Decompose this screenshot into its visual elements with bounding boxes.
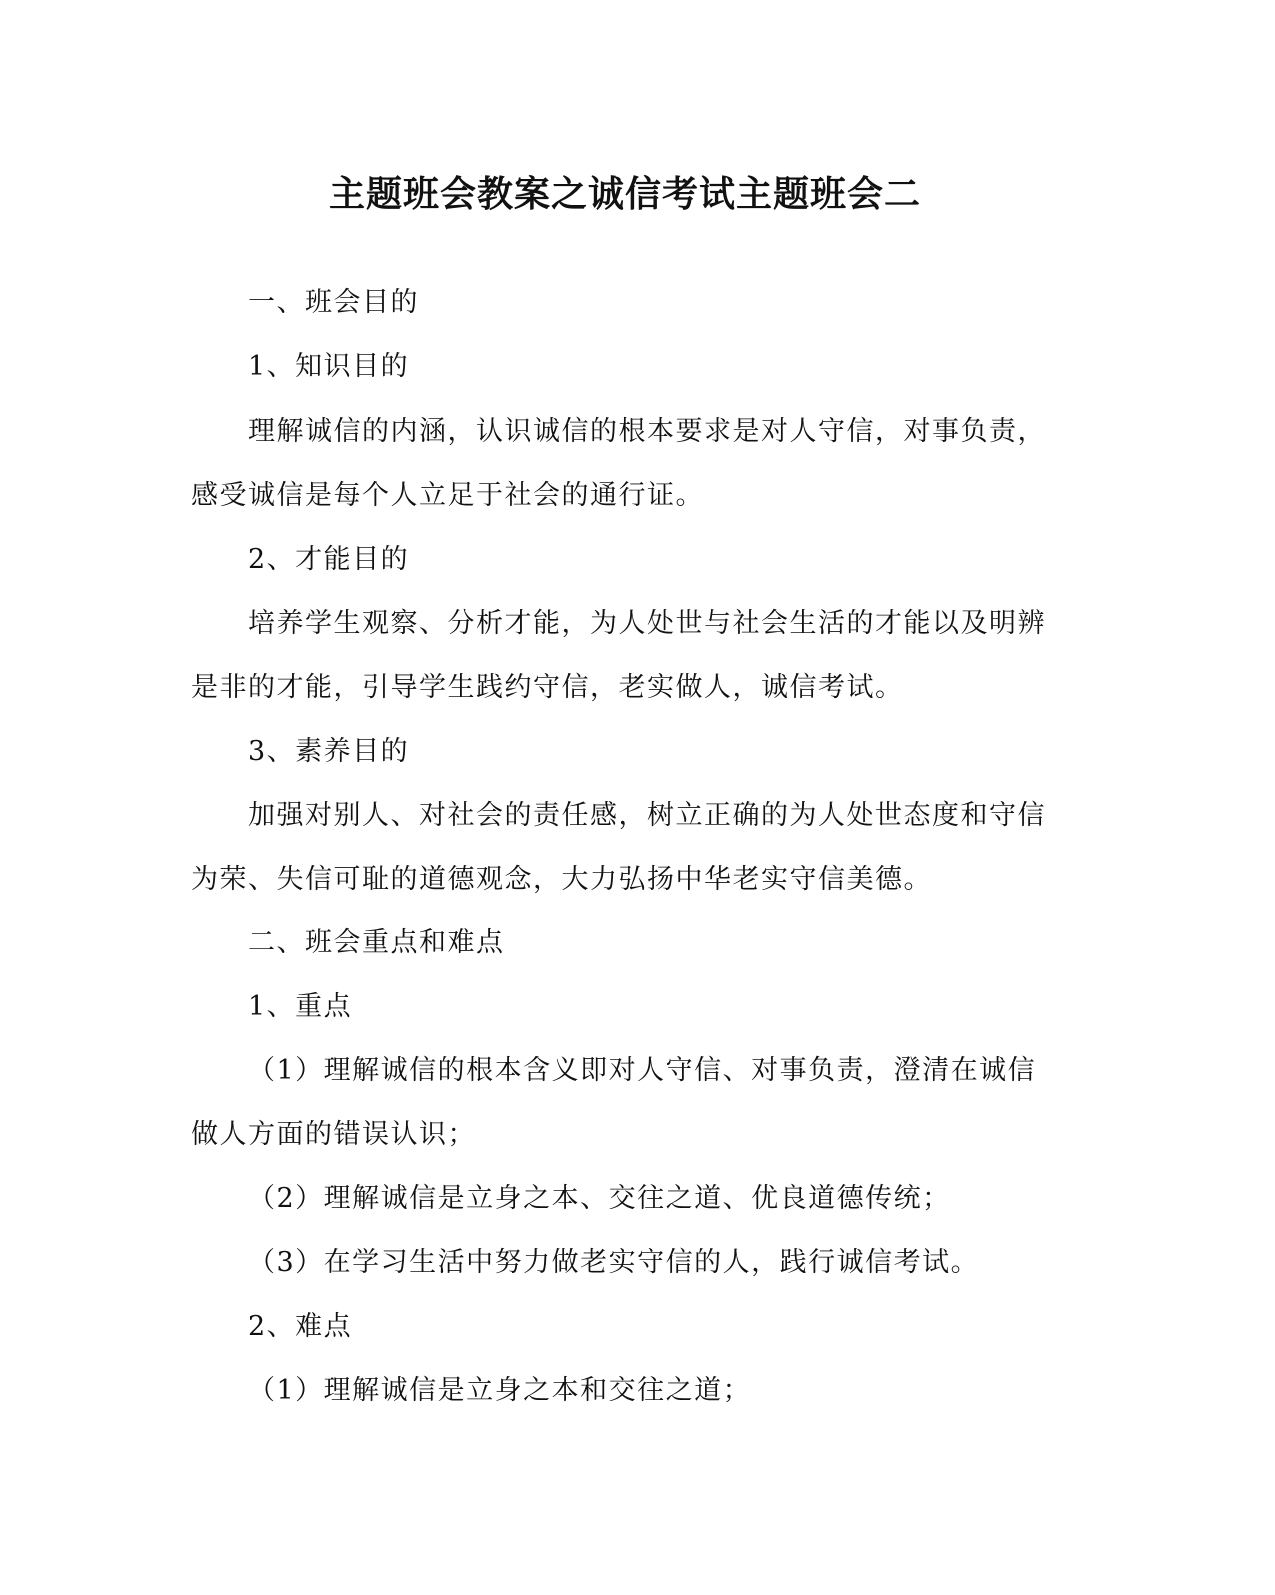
paragraph-line: 为荣、失信可耻的道德观念，大力弘扬中华老实守信美德。 (191, 864, 932, 895)
paragraph-line: 做人方面的错误认识； (191, 1119, 476, 1150)
subheading-difficulties: 2、难点 (248, 1311, 353, 1342)
section-heading-objectives: 一、班会目的 (248, 287, 419, 318)
subheading-quality-goal: 3、素养目的 (248, 736, 410, 767)
paragraph-line: 感受诚信是每个人立足于社会的通行证。 (191, 480, 704, 511)
section-heading-focus: 二、班会重点和难点 (248, 927, 505, 958)
subheading-key-points: 1、重点 (248, 991, 353, 1022)
paragraph-line: 是非的才能，引导学生践约守信，老实做人，诚信考试。 (191, 672, 904, 703)
subheading-knowledge-goal: 1、知识目的 (248, 351, 410, 382)
paragraph-line: 加强对别人、对社会的责任感，树立正确的为人处世态度和守信 (248, 800, 1046, 831)
document-title: 主题班会教案之诚信考试主题班会二 (328, 173, 921, 215)
paragraph-line: 理解诚信的内涵，认识诚信的根本要求是对人守信，对事负责， (248, 416, 1046, 447)
list-item: （1）理解诚信是立身之本和交往之道； (248, 1375, 752, 1406)
list-item: （3）在学习生活中努力做老实守信的人，践行诚信考试。 (248, 1247, 980, 1278)
subheading-ability-goal: 2、才能目的 (248, 544, 410, 575)
list-item: （2）理解诚信是立身之本、交往之道、优良道德传统； (248, 1183, 951, 1214)
list-item: （1）理解诚信的根本含义即对人守信、对事负责，澄清在诚信 (248, 1055, 1037, 1086)
paragraph-line: 培养学生观察、分析才能，为人处世与社会生活的才能以及明辨 (248, 608, 1046, 639)
